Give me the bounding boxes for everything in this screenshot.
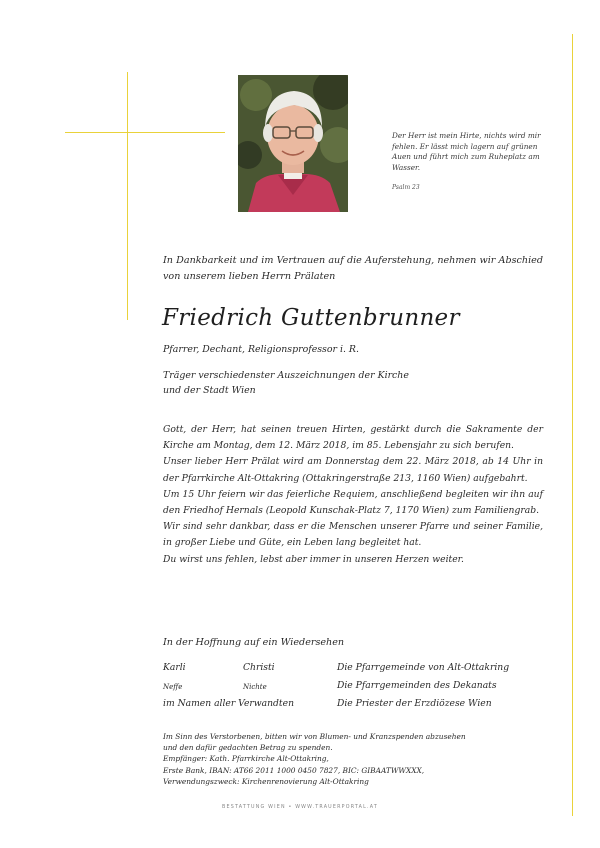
notice-line: Empfänger: Kath. Pfarrkirche Alt-Ottakring, [163, 754, 329, 764]
relatives-line: im Namen aller Verwandten [163, 698, 294, 709]
parish-line: Die Priester der Erzdiözese Wien [337, 698, 492, 709]
deceased-honors [163, 368, 483, 398]
right-border-line [572, 34, 573, 816]
body-paragraph: Gott, der Herr, hat seinen treuen Hirten, gestärkt durch die Sakramente der Kirche am Montag, dem 12. März 2018, im 85. Lebensjahr zu sich berufen. [163, 424, 543, 452]
mourners-row [163, 698, 548, 716]
mourner-relation: Neffe [163, 683, 183, 691]
hope-line: In der Hoffnung auf ein Wiedersehen [163, 637, 345, 648]
body-paragraph: Unser lieber Herr Prälat wird am Donnerstag dem 22. März 2018, ab 14 Uhr in der Pfarrkirche Alt-Ottakring (Ottakringerstraße 213, 1160 Wien) aufgebahrt. [163, 456, 543, 484]
mourner-relation: Nichte [243, 683, 267, 691]
mourner-name: Christi [243, 662, 275, 673]
notice-line: Verwendungszweck: Kirchenrenovierung Alt-Ottakring [163, 776, 369, 786]
mourners-block [163, 662, 548, 716]
honors-line: und der Stadt Wien [163, 385, 256, 396]
mourner-name: Karli [163, 662, 186, 673]
portrait-photo [238, 75, 348, 212]
footer-credit: BESTATTUNG WIEN • WWW.TRAUERPORTAL.AT [222, 805, 378, 810]
honors-line: Träger verschiedenster Auszeichnungen der Kirche [163, 370, 409, 381]
body-paragraph: Um 15 Uhr feiern wir das feierliche Requiem, anschließend begleiten wir ihn auf den Friedhof Hernals (Leopold Kunschak-Platz 7, 1170 Wien) zum Familiengrab. [163, 488, 543, 517]
notice-line: Erste Bank, IBAN: AT66 2011 1000 0450 7827, BIC: GIBAATWWXXX, [163, 765, 425, 775]
intro-text: In Dankbarkeit und im Vertrauen auf die Auferstehung, nehmen wir Abschied von unserem lieben Herrn Prälaten [163, 255, 543, 282]
deceased-titles: Pfarrer, Dechant, Religionsprofessor i. R. [163, 344, 359, 355]
cross-vertical-bar [127, 72, 128, 320]
parish-line: Die Pfarrgemeinde von Alt-Ottakring [337, 662, 510, 673]
deceased-name: Friedrich Guttenbrunner [162, 305, 460, 331]
cross-horizontal-bar [65, 132, 225, 133]
body-paragraph: Du wirst uns fehlen, lebst aber immer in unseren Herzen weiter. [163, 553, 464, 565]
obituary-body [163, 422, 543, 568]
mourners-row [163, 680, 548, 698]
notice-line: Im Sinn des Verstorbenen, bitten wir von Blumen- und Kranzspenden abzusehen [163, 732, 466, 741]
body-paragraph: Wir sind sehr dankbar, dass er die Menschen unserer Pfarre und seiner Familie, in großer Liebe und Güte, ein Leben lang begleitet hat. [163, 521, 543, 549]
donation-notice [163, 731, 548, 787]
psalm-quote: Der Herr ist mein Hirte, nichts wird mir fehlen. Er lässt mich lagern auf grünen Auen und führt mich zum Ruheplatz am Wasser. [392, 131, 541, 172]
parish-line: Die Pfarrgemeinden des Dekanats [337, 680, 497, 691]
psalm-reference: Psalm 23 [392, 184, 420, 191]
mourners-row [163, 662, 548, 680]
notice-line: und den dafür gedachten Betrag zu spenden. [163, 743, 333, 753]
